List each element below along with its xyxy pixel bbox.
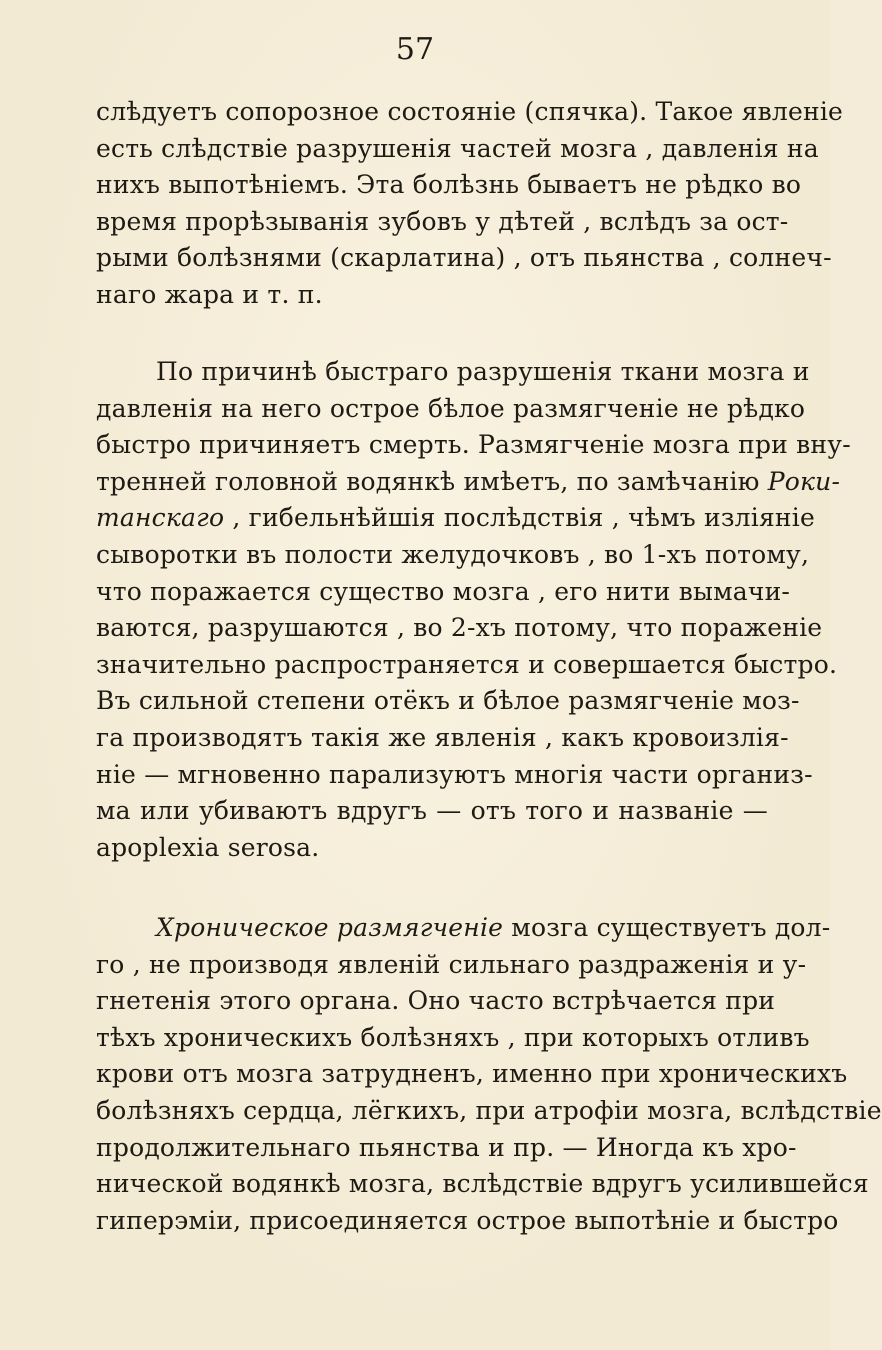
text-line: ваются, разрушаются , во 2-хъ потому, что пораженіе: [96, 613, 823, 643]
text-line: сыворотки въ полости желудочковъ , во 1-хъ потому,: [96, 539, 810, 569]
italic-run: Роки-: [767, 466, 841, 496]
text-line: продолжительнаго пьянства и пр. — Иногда къ хро-: [96, 1132, 797, 1162]
text-line: рыми болѣзнями (скарлатина) , отъ пьянства , солнеч-: [96, 243, 832, 273]
text-run: , гибельнѣйшія послѣдствія , чѣмъ изліяніе: [224, 503, 815, 533]
paragraph-3: [96, 910, 882, 1239]
text-line: тѣхъ хроническихъ болѣзняхъ , при которыхъ отливъ: [96, 1022, 810, 1052]
text-line: наго жара и т. п.: [96, 279, 323, 309]
text-line: [96, 464, 841, 501]
text-line: По причинѣ быстраго разрушенія ткани мозга и: [156, 357, 810, 386]
page-number: 57: [395, 32, 435, 67]
paragraph-2: [96, 354, 851, 866]
text-line: есть слѣдствіе разрушенія частей мозга , давленія на: [96, 133, 819, 163]
text-line: apoplexia serosa.: [96, 832, 320, 862]
italic-run: Хроническое размягченіе: [156, 913, 504, 942]
paragraph-1: [96, 94, 844, 314]
text-run: мозга существуетъ дол-: [503, 913, 831, 942]
text-line: что поражается существо мозга , его нити вымачи-: [96, 576, 791, 606]
text-line: болѣзняхъ сердца, лёгкихъ, при атрофіи мозга, вслѣдствіе: [96, 1095, 882, 1125]
text-line: [96, 500, 815, 537]
text-line: га производятъ такія же явленія , какъ кровоизлія-: [96, 722, 789, 752]
text-line: крови отъ мозга затрудненъ, именно при хроническихъ: [96, 1059, 848, 1089]
text-line: гнетенія этого органа. Оно часто встрѣчается при: [96, 986, 776, 1016]
text-line: [96, 910, 831, 947]
text-line: гиперэміи, присоединяется острое выпотѣніе и быстро: [96, 1205, 839, 1235]
text-line: ніе — мгновенно парализуютъ многія части организ-: [96, 759, 813, 789]
text-line: слѣдуетъ сопорозное состояніе (спячка). Такое явленіе: [96, 97, 844, 126]
italic-run: танскаго: [96, 503, 225, 533]
text-line: ма или убиваютъ вдругъ — отъ того и названіе —: [96, 796, 768, 826]
text-line: нической водянкѣ мозга, вслѣдствіе вдругъ усилившейся: [96, 1169, 869, 1199]
text-line: быстро причиняетъ смерть. Размягченіе мозга при вну-: [96, 430, 851, 460]
text-line: го , не производя явленій сильнаго раздраженія и у-: [96, 949, 807, 979]
text-line: нихъ выпотѣніемъ. Эта болѣзнь бываетъ не рѣдко во: [96, 170, 802, 200]
text-line: значительно распространяется и совершается быстро.: [96, 649, 838, 679]
text-line: время прорѣзыванія зубовъ у дѣтей , вслѣдъ за ост-: [96, 206, 789, 236]
text-line: давленія на него острое бѣлое размягченіе не рѣдко: [96, 393, 806, 423]
text-run: тренней головной водянкѣ имѣетъ, по замѣчанію: [96, 466, 768, 496]
text-line: Въ сильной степени отёкъ и бѣлое размягченіе моз-: [96, 686, 800, 716]
